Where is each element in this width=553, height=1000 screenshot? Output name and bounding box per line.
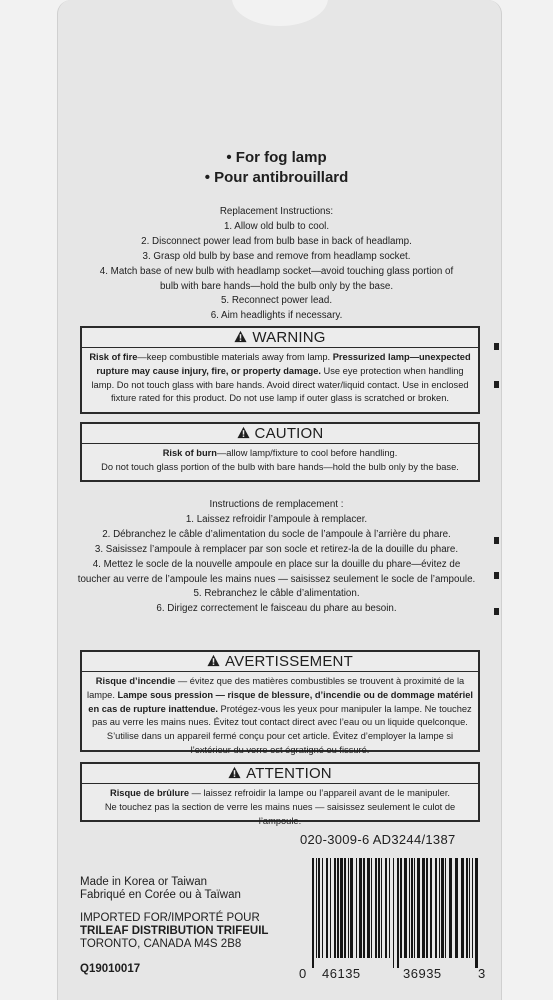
importer-address: TORONTO, CANADA M4S 2B8 <box>80 938 242 950</box>
caution-header <box>82 424 478 444</box>
edge-mark <box>494 537 499 544</box>
origin-text <box>80 876 241 902</box>
caution-triangle-icon <box>237 426 250 439</box>
barcode-bar <box>475 858 478 968</box>
barcode-bar <box>466 858 468 958</box>
avertissement-box <box>80 650 480 755</box>
instructions-en-title: Replacement Instructions: <box>219 206 334 217</box>
barcode-bar <box>397 858 399 968</box>
attention-title: ATTENTION <box>246 765 332 782</box>
instruction-line: 4. Match base of new bulb with headlamp socket—avoid touching glass portion of <box>99 265 454 277</box>
avertissement-title: AVERTISSEMENT <box>225 653 353 670</box>
attention-text-1: — laissez refroidir la lampe ou l’appareil avant de le manipuler. <box>189 788 450 798</box>
barcode-bar <box>417 858 420 958</box>
edge-mark <box>494 343 499 350</box>
instruction-line: 2. Débranchez le câble d’alimentation du socle de l’ampoule à l’arrière du phare. <box>102 528 451 540</box>
upc-right-digits: 36935 <box>403 966 442 981</box>
barcode-bar <box>426 858 428 958</box>
barcode-bar <box>461 858 464 958</box>
barcode-bar <box>393 858 394 968</box>
importer-company: TRILEAF DISTRIBUTION TRIFEUIL <box>80 925 269 937</box>
barcode-bar <box>445 858 446 958</box>
barcode-bar <box>326 858 328 958</box>
caution-text <box>82 444 478 478</box>
edge-mark <box>494 608 499 615</box>
instruction-line: 4. Mettez le socle de la nouvelle ampoule en place sur la douille du phare—évitez de <box>92 558 461 570</box>
upc-check-digit: 3 <box>478 966 486 981</box>
avertissement-text-2: Protégez-vous les yeux pour manipuler la lampe. Ne touchez pas au verre les mains nues. Évitez tout contact direct avec l’eau ou un liquide quelconque. S’utilise dans un appareil fermé conçu pour cet article. Évitez d’employer la lampe si l’extérieur du verre est égratigné ou fissuré. <box>92 703 472 755</box>
upc-first-digit: 0 <box>299 966 307 981</box>
importer-line: IMPORTED FOR/IMPORTÉ POUR <box>80 912 260 924</box>
barcode-bar <box>411 858 413 958</box>
barcode-bar <box>348 858 349 958</box>
barcode-bar <box>322 858 323 958</box>
avertissement-bold-1: Risque d’incendie <box>95 676 176 686</box>
origin-line: Fabriqué en Corée ou à Taïwan <box>80 889 241 901</box>
bullet-fr: • Pour antibrouillard <box>204 169 349 186</box>
avertissement-header <box>82 652 478 672</box>
barcode-bar <box>367 858 370 958</box>
attention-line-2: Ne touchez pas la section de verre les mains nues — saisissez seulement le culot de l’ampoule. <box>104 801 456 826</box>
barcode-bar <box>363 858 365 958</box>
edge-mark <box>494 381 499 388</box>
avertissement-bold-2: Lampe sous pression — risque de blessure, d’incendie ou de dommage matériel en cas de rupture inattendue. <box>88 689 473 714</box>
instruction-line: 6. Dirigez correctement le faisceau du phare au besoin. <box>156 603 397 615</box>
barcode-bar <box>381 858 382 958</box>
item-code: Q19010017 <box>80 963 141 975</box>
upc-left-digits: 46135 <box>322 966 361 981</box>
instruction-line: 3. Saisissez l’ampoule à remplacer par son socle et retirez-la de la douille du phare. <box>94 543 459 555</box>
barcode-bar <box>472 858 473 958</box>
barcode-bar <box>359 858 362 958</box>
barcode-bar <box>350 858 353 958</box>
barcode-bar <box>400 858 402 958</box>
warning-box <box>80 326 480 414</box>
instruction-line: 6. Aim headlights if necessary. <box>210 310 343 322</box>
edge-mark <box>494 572 499 579</box>
barcode-bar <box>356 858 357 958</box>
barcode-bar <box>441 858 444 958</box>
instructions-fr <box>8 498 545 617</box>
barcode-image <box>306 858 486 968</box>
instructions-en <box>8 205 545 324</box>
warning-title: WARNING <box>252 329 326 346</box>
caution-text-1: —allow lamp/fixture to cool before handling. <box>216 448 398 458</box>
barcode-bar <box>330 858 331 958</box>
barcode-bar <box>340 858 343 958</box>
barcode-bar <box>435 858 437 958</box>
instruction-line: 3. Grasp old bulb by base and remove from headlamp socket. <box>142 250 411 262</box>
instructions-fr-title: Instructions de remplacement : <box>209 499 344 510</box>
instruction-line: 5. Rebranchez le câble d’alimentation. <box>193 588 360 600</box>
barcode-bar <box>344 858 346 958</box>
barcode-bar <box>439 858 440 958</box>
caution-box <box>80 422 480 482</box>
barcode-bar <box>385 858 387 958</box>
warning-text <box>82 348 478 409</box>
barcode-bar <box>455 858 458 958</box>
barcode-bar <box>316 858 317 958</box>
instruction-line: 1. Laissez refroidir l’ampoule à remplacer. <box>185 513 368 525</box>
hang-hole <box>232 0 328 26</box>
barcode-bar <box>409 858 410 958</box>
importer-text <box>80 912 268 951</box>
instruction-line: 2. Disconnect power lead from bulb base in back of headlamp. <box>141 235 412 247</box>
instruction-line: toucher au verre de l’ampoule les mains nues — saisissez seulement le socle de l’ampoule. <box>77 573 476 585</box>
barcode-bar <box>414 858 415 958</box>
attention-text <box>82 784 478 831</box>
caution-line-2: Do not touch glass portion of the bulb with bare hands—hold the bulb only by the base. <box>101 461 459 472</box>
barcode-bar <box>449 858 452 958</box>
product-code: 020-3009-6 AD3244/1387 <box>300 832 456 847</box>
avertissement-text-1: — évitez que des matières combustibles se trouvent à proximité de la lampe. <box>87 676 465 700</box>
barcode-bar <box>430 858 432 958</box>
warning-text-2: Use eye protection when handling lamp. Do not touch glass with bare hands. Avoid direct water/liquid contact. Use in enclosed fixture rated for this product. Do not use lamp if outer glass is scratched or broken. <box>91 365 469 404</box>
warning-triangle-icon <box>234 330 247 343</box>
origin-line: Made in Korea or Taiwan <box>80 876 207 888</box>
avertissement-triangle-icon <box>207 654 220 667</box>
attention-triangle-icon <box>228 766 241 779</box>
warning-bold-2: Pressurized lamp—unexpected rupture may cause injury, fire, or property damage. <box>96 352 471 376</box>
barcode-bar <box>404 858 407 958</box>
caution-bold-1: Risk of burn <box>162 448 217 458</box>
warning-bold-1: Risk of fire <box>89 352 138 362</box>
instruction-line: 5. Reconnect power lead. <box>220 295 333 307</box>
attention-header <box>82 764 478 784</box>
barcode-bar <box>375 858 377 958</box>
barcode-bar <box>469 858 470 958</box>
attention-bold-1: Risque de brûlure <box>109 788 190 798</box>
bullet-en: • For fog lamp <box>226 149 327 166</box>
attention-box <box>80 762 480 826</box>
barcode-bar <box>318 858 320 958</box>
barcode-bar <box>389 858 390 958</box>
instruction-line: 1. Allow old bulb to cool. <box>223 220 330 232</box>
avertissement-text <box>82 672 478 761</box>
instruction-line: bulb with bare hands—hold the bulb only by the base. <box>159 280 394 292</box>
barcode-bar <box>378 858 380 958</box>
barcode-bar <box>371 858 372 958</box>
warning-text-1: —keep combustible materials away from lamp. <box>137 352 333 362</box>
barcode-bar <box>337 858 339 958</box>
barcode-bar <box>312 858 314 968</box>
warning-header <box>82 328 478 348</box>
barcode-bar <box>334 858 336 958</box>
barcode-bar <box>422 858 425 958</box>
caution-title: CAUTION <box>254 425 324 442</box>
feature-bullets <box>0 148 553 188</box>
